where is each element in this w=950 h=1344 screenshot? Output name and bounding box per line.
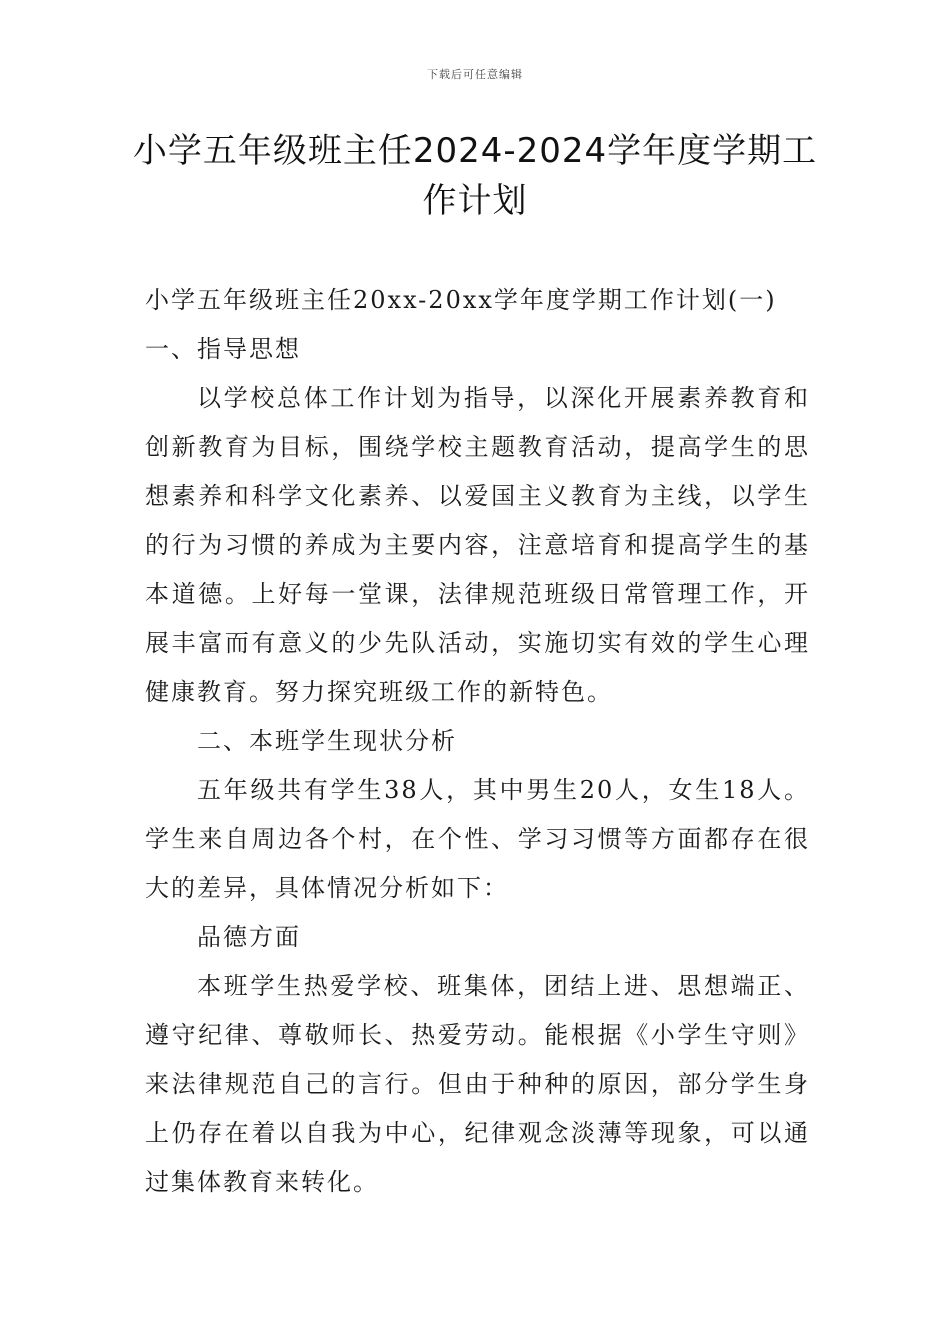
paragraph-guiding-ideology: 以学校总体工作计划为指导，以深化开展素养教育和创新教育为目标，围绕学校主题教育活动，提高学生的思想素养和科学文化素养、以爱国主义教育为主线，以学生的行为习惯的养成为主要内容，注意培育和提高学生的基本道德。上好每一堂课，法律规范班级日常管理工作，开展丰富而有意义的少先队活动，实施切实有效的学生心理健康教育。努力探究班级工作的新特色。 [145, 384, 810, 706]
paragraph-subtitle: 小学五年级班主任20xx-20xx学年度学期工作计划(一) [145, 286, 777, 314]
document-title: 小学五年级班主任2024-2024学年度学期工作计划 [132, 131, 818, 221]
document-body [145, 276, 810, 1207]
section-heading-class-analysis: 二、本班学生现状分析 [197, 727, 457, 755]
paragraph-class-analysis: 五年级共有学生38人，其中男生20人，女生18人。学生来自周边各个村，在个性、学习习惯等方面都存在很大的差异，具体情况分析如下： [145, 776, 810, 902]
subheading-morality: 品德方面 [197, 923, 301, 951]
header-note: 下载后可任意编辑 [427, 68, 523, 81]
paragraph-morality: 本班学生热爱学校、班集体，团结上进、思想端正、遵守纪律、尊敬师长、热爱劳动。能根据《小学生守则》来法律规范自己的言行。但由于种种的原因，部分学生身上仍存在着以自我为中心，纪律观念淡薄等现象，可以通过集体教育来转化。 [145, 972, 810, 1196]
section-heading-guiding-ideology: 一、指导思想 [145, 335, 301, 363]
